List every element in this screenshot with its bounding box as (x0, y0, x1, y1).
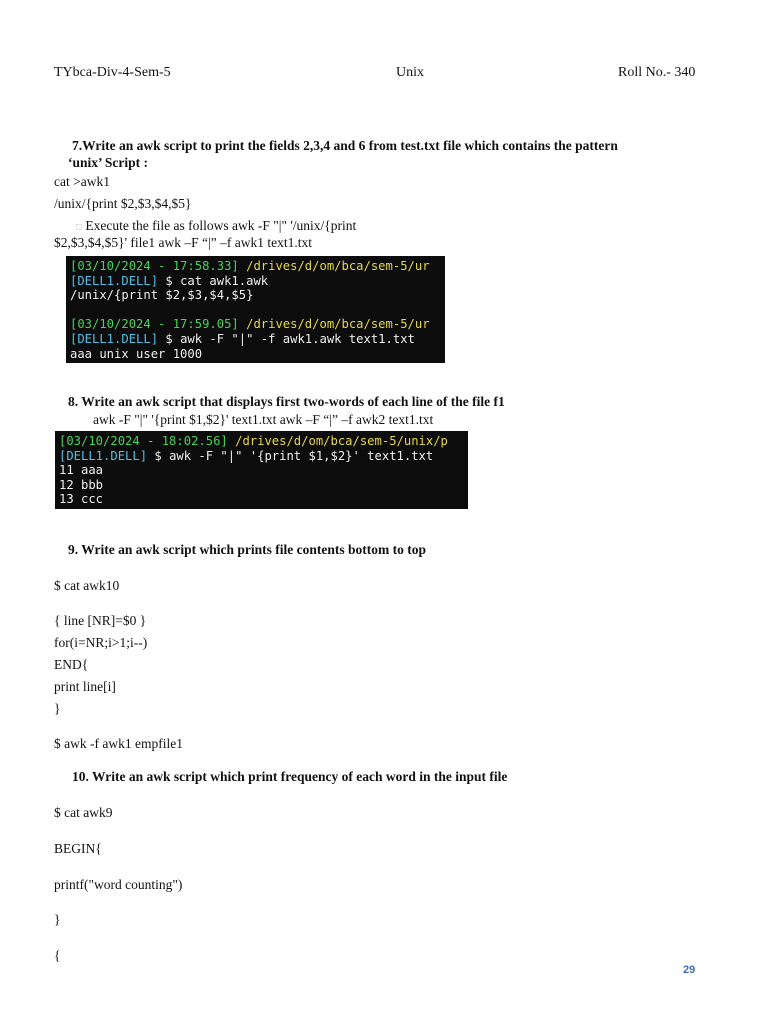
q8-title: 8. Write an awk script that displays first two-words of each line of the file f1 (68, 394, 505, 409)
q10-title: 10. Write an awk script which print frequency of each word in the input file (72, 769, 508, 784)
terminal-command: $ awk -F "|" '{print $1,$2}' text1.txt (147, 448, 434, 463)
q10-line: } (54, 912, 61, 927)
q7-exec-line1 (76, 218, 356, 234)
header-right: Roll No.- 340 (618, 65, 696, 80)
terminal-row (70, 274, 445, 289)
terminal-date: [03/10/2024 - 17:59.05] (70, 317, 239, 332)
page-number: 29 (683, 964, 696, 976)
q9-line: print line[i] (54, 679, 116, 694)
q8-terminal-screenshot (55, 431, 468, 509)
q9-line: $ cat awk10 (54, 578, 120, 593)
terminal-row (59, 434, 468, 449)
q10-line: BEGIN{ (54, 841, 102, 856)
terminal-blank-row (70, 303, 445, 318)
q9-line: END{ (54, 657, 89, 672)
q7-code-line1: cat >awk1 (54, 174, 110, 189)
q8-command: awk -F "|" '{print $1,$2}' text1.txt awk –F “|” –f awk2 text1.txt (93, 412, 434, 427)
q7-code-line2: /unix/{print $2,$3,$4,$5} (54, 196, 192, 211)
header-center: Unix (396, 65, 424, 80)
terminal-host: [DELL1.DELL] (70, 273, 159, 288)
terminal-path: /drives/d/om/bca/sem-5/ur (238, 317, 430, 332)
terminal-command: $ cat awk1.awk (158, 273, 269, 288)
terminal-output: /unix/{print $2,$3,$4,$5} (70, 288, 254, 303)
q9-title: 9. Write an awk script which prints file contents bottom to top (68, 542, 426, 557)
q9-line: for(i=NR;i>1;i--) (54, 635, 148, 650)
q7-title-line2: ‘unix’ Script : (68, 155, 148, 170)
terminal-row (70, 317, 445, 332)
terminal-host: [DELL1.DELL] (59, 448, 148, 463)
terminal-output: 11 aaa (59, 463, 104, 478)
q10-line: { (54, 948, 61, 963)
q9-line: } (54, 701, 61, 716)
bullet-icon: □ (76, 222, 83, 233)
q7-exec-text: Execute the file as follows awk -F "|" '/unix/{print (85, 218, 357, 233)
q10-line: printf("word counting") (54, 877, 183, 892)
terminal-date: [03/10/2024 - 18:02.56] (59, 434, 228, 448)
terminal-row (70, 332, 445, 347)
q7-exec-line2: $2,$3,$4,$5}' file1 awk –F “|” –f awk1 text1.txt (54, 235, 312, 250)
q9-line: $ awk -f awk1 empfile1 (54, 736, 183, 751)
terminal-output: 12 bbb (59, 477, 104, 492)
terminal-path: /drives/d/om/bca/sem-5/ur (238, 259, 430, 273)
q9-line: { line [NR]=$0 } (54, 613, 147, 628)
terminal-output: 13 ccc (59, 492, 104, 507)
q7-terminal-screenshot (66, 256, 445, 363)
terminal-row (70, 259, 445, 274)
q7-title-line1: 7.Write an awk script to print the fields 2,3,4 and 6 from test.txt file which contains the pattern (72, 138, 618, 153)
terminal-command: $ awk -F "|" -f awk1.awk text1.txt (158, 331, 415, 346)
terminal-host: [DELL1.DELL] (70, 331, 159, 346)
q10-line: $ cat awk9 (54, 805, 113, 820)
terminal-date: [03/10/2024 - 17:58.33] (70, 259, 239, 273)
terminal-output: aaa unix user 1000 (70, 346, 203, 361)
terminal-row (59, 449, 468, 464)
terminal-path: /drives/d/om/bca/sem-5/unix/p (227, 434, 448, 448)
header-left: TYbca-Div-4-Sem-5 (54, 65, 171, 80)
